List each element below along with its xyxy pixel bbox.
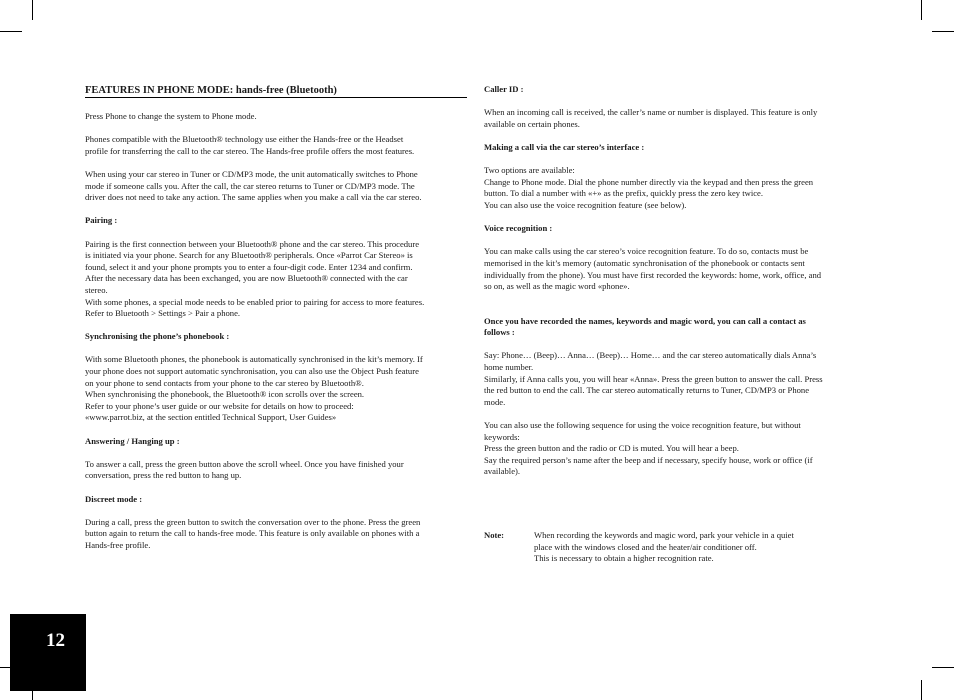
callerid-heading: Caller ID :: [484, 84, 524, 94]
crop-mark: [932, 667, 954, 668]
voice-paragraph: You can make calls using the car stereo’s voice recognition feature. To do so, contacts must be memorised in the kit’s memory (automatic synchronisation of the phonebook or contacts sent individually from the phone). You must have first recorded the keywords: home, work, office, and so on, as well as the magic word «phone».: [484, 246, 822, 292]
page-number-box: [10, 614, 86, 691]
note-label: Note:: [484, 530, 505, 540]
note-text: When recording the keywords and magic word, park your vehicle in a quiet place with the windows closed and the heater/air conditioner off. This is necessary to obtain a higher recognition rate.: [534, 530, 794, 564]
crop-mark: [921, 0, 922, 20]
intro-paragraph: Phones compatible with the Bluetooth® technology use either the Hands-free or the Headset profile for transferring the call to the car stereo. The Hands-free profile offers the most features.: [85, 134, 415, 156]
callerid-paragraph: When an incoming call is received, the caller’s name or number is displayed. This feature is only available on certain phones.: [484, 107, 818, 129]
making-call-paragraph: Two options are available: Change to Phone mode. Dial the phone number directly via the keypad and then press the green button. To dial a number with «+» as the prefix, quickly press the zero key twice. You can also use the voice recognition feature (see below).: [484, 165, 814, 210]
crop-mark: [932, 31, 954, 32]
discreet-heading: Discreet mode :: [85, 493, 143, 504]
left-column: [85, 84, 470, 552]
pairing-paragraph: Pairing is the first connection between your Bluetooth® phone and the car stereo. This procedure is initiated via your phone. Search for any Bluetooth® peripherals. Once «Parrot Car Stereo» is found, select it and your phone prompts you to enter a four-digit code. Enter 1234 and confirm. After the necessary data has been exchanged, you are now Bluetooth® connected with the car stereo. With some phones, a special mode needs to be enabled prior to pairing for access to more features. Refer to Bluetooth > Settings > Pair a phone.: [85, 238, 425, 319]
page-number: 12: [46, 630, 65, 651]
section-heading: FEATURES IN PHONE MODE: hands-free (Bluetooth): [85, 84, 467, 98]
answer-heading: Answering / Hanging up :: [85, 435, 180, 446]
intro-paragraph: When using your car stereo in Tuner or CD/MP3 mode, the unit automatically switches to Phone mode if someone calls you. After the call, the car stereo returns to Tuner or CD/MP3 mode. The driver does not need to take any action. The same applies when you make a call via the car stereo.: [85, 168, 422, 203]
sync-paragraph: With some Bluetooth phones, the phonebook is automatically synchronised in the kit’s memory. If your phone does not support automatic synchronisation, you can also use the Object Push feature on your phone to send contacts from your phone to the car stereo by Bluetooth®. When synchronising the phonebook, the Bluetooth® icon scrolls over the screen. Refer to your phone’s user guide or our website for details on how to proceed: «www.parrot.biz, at the section entitled Technical Support, User Guides»: [85, 354, 423, 423]
instructions-heading: Once you have recorded the names, keywords and magic word, you can call a contact as follows :: [484, 315, 806, 338]
crop-mark: [0, 31, 22, 32]
say-paragraph: Say: Phone… (Beep)… Anna… (Beep)… Home… and the car stereo automatically dials Anna’s home number. Similarly, if Anna calls you, you will hear «Anna». Press the green button to answer the call. Press the red button to end the call. The car stereo automatically returns to Tuner, CD/MP3 or Phone mode.: [484, 350, 823, 407]
crop-mark: [921, 680, 922, 700]
discreet-paragraph: During a call, press the green button to switch the conversation over to the phone. Press the green button again to return the call to hands-free mode. This feature is only available on phones with a Hands-free profile.: [85, 516, 421, 550]
sequence-paragraph: You can also use the following sequence for using the voice recognition feature, but without keywords: Press the green button and the radio or CD is muted. You will hear a beep. Say the required person’s name after the beep and if necessary, specify house, work or office (if available).: [484, 420, 813, 477]
right-column: [484, 84, 869, 565]
intro-paragraph: Press Phone to change the system to Phone mode.: [85, 111, 257, 121]
making-call-heading: Making a call via the car stereo’s interface :: [484, 141, 645, 152]
note-block: [484, 530, 869, 565]
answer-paragraph: To answer a call, press the green button above the scroll wheel. Once you have finished your conversation, press the red button to hang up.: [85, 458, 404, 481]
crop-mark: [32, 0, 33, 20]
pairing-heading: Pairing :: [85, 215, 118, 226]
voice-heading: Voice recognition :: [484, 223, 553, 234]
sync-heading: Synchronising the phone’s phonebook :: [85, 331, 230, 342]
